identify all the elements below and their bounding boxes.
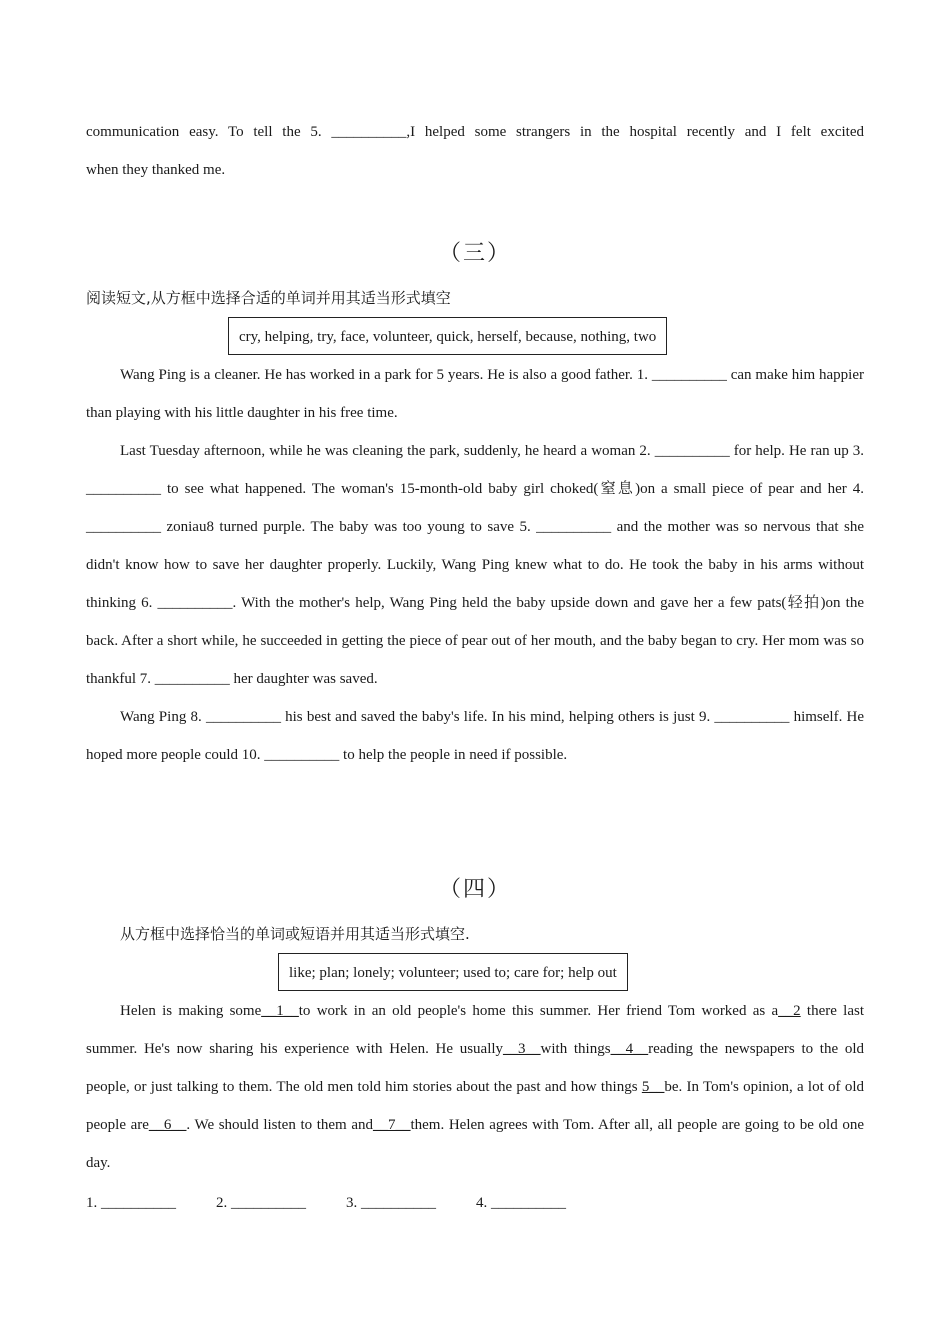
para-text: reading the newspapers to the old people, or just talking to them. The old men told him stories about the past and how things [86,1041,864,1095]
section3-heading: （三） [438,241,511,266]
section3-para3: Wang Ping 8. __________ his best and saved the baby's life. In his mind, helping others is just 9. __________ himself. He hoped more people could 10. __________ to help the people in need if possible. [86,709,864,763]
section4-instruction: 从方框中选择恰当的单词或短语并用其适当形式填空. [120,925,470,943]
answer-blank-1[interactable]: 1. __________ [86,1195,176,1211]
blank-5: 5__ [641,1079,665,1095]
para-text: Helen is making some [120,1003,262,1019]
section3-para1: Wang Ping is a cleaner. He has worked in a park for 5 years. He is also a good father. 1. __________ can make him happier than playing with his little daughter in his free time. [86,367,864,421]
blank-4: __4__ [610,1041,649,1057]
blank-3: __3__ [503,1041,541,1057]
para-text: be. In Tom's opinion, a lot of old people are [86,1079,864,1133]
section4-heading: （四） [438,877,511,902]
para-text: them. Helen agrees with Tom. After all, all people are going to be old one day. [86,1117,864,1171]
section2-tail-line2: when they thanked me. [86,162,226,178]
para-text: with things [540,1041,611,1057]
para-text: there last summer. He's now sharing his experience with Helen. He usually [86,1003,864,1057]
section3-passage [86,356,864,774]
answer-blank-2[interactable]: 2. __________ [216,1195,306,1211]
answer-blanks [86,1184,606,1222]
section4-para [86,992,864,1182]
answer-blank-3[interactable]: 3. __________ [346,1195,436,1211]
section3-instruction: 阅读短文,从方框中选择合适的单词并用其适当形式填空 [86,289,451,307]
section4-passage [86,992,864,1182]
blank-6: __6__ [148,1117,187,1133]
blank-2: __2 [778,1003,801,1019]
section3-para2: Last Tuesday afternoon, while he was cleaning the park, suddenly, he heard a woman 2. __________ for help. He ran up 3. __________ to see what happened. The woman's 15-month-old baby girl choked(窒息)on a small piece of pear and her 4. __________ zoniau8 turned purple. The baby was too young to save 5. __________ and the mother was so nervous that she didn't know how to save her daughter properly. Luckily, Wang Ping knew what to do. He took the baby in his arms without thinking 6. __________. With the mother's help, Wang Ping held the baby upside down and gave her a few pats(轻拍)on the back. After a short while, he succeeded in getting the piece of pear out of her mouth, and the baby began to cry. Her mom was so thankful 7. __________ her daughter was saved. [86,443,864,687]
answer-blank-4[interactable]: 4. __________ [476,1195,566,1211]
para-text: . We should listen to them and [186,1117,373,1133]
blank-7: __7__ [372,1117,411,1133]
section3-word-box: cry, helping, try, face, volunteer, quick, herself, because, nothing, two [228,317,667,355]
section2-tail [86,113,864,189]
section4-word-box: like; plan; lonely; volunteer; used to; care for; help out [278,953,628,991]
blank-1: __1__ [261,1003,299,1019]
section2-tail-line1: communication easy. To tell the 5. __________,I helped some strangers in the hospital recently and I felt excited [86,124,864,140]
para-text: to work in an old people's home this summer. Her friend Tom worked as a [298,1003,779,1019]
